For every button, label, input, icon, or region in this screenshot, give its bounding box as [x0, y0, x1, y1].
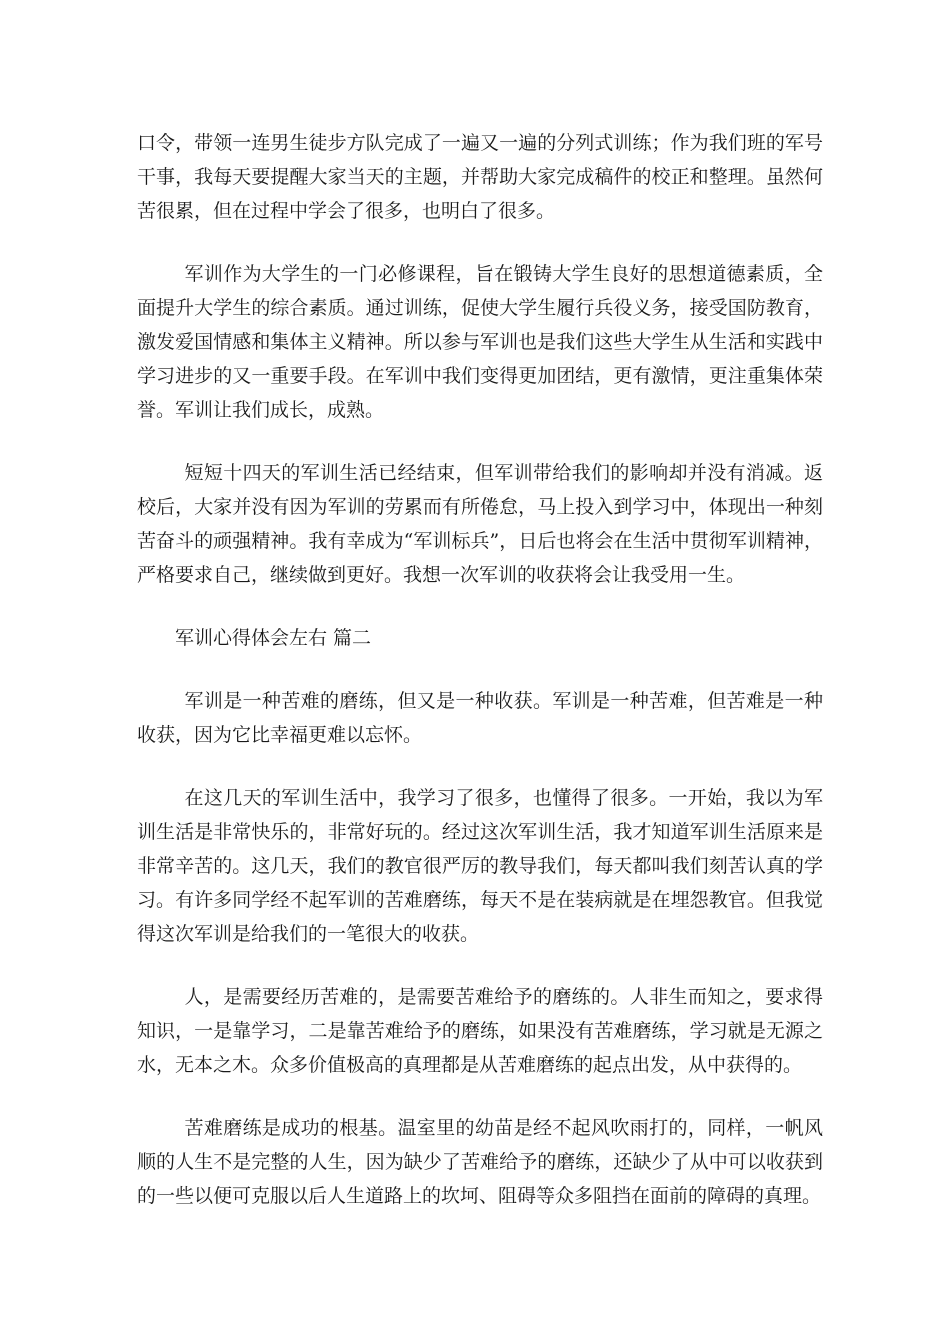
- section-heading: 军训心得体会左右 篇二: [175, 627, 372, 649]
- paragraph-7: 苦难磨练是成功的根基。温室里的幼苗是经不起风吹雨打的，同样，一帆风顺的人生不是完整的人生，因为缺少了苦难给予的磨练，还缺少了从中可以收获到的一些以便可克服以后人生道路上的坎坷、阻碍等众多阻挡在面前的障碍的真理。: [137, 1117, 823, 1207]
- document-body: [137, 126, 823, 1242]
- paragraph-2: 军训作为大学生的一门必修课程，旨在锻铸大学生良好的思想道德素质，全面提升大学生的综合素质。通过训练，促使大学生履行兵役义务，接受国防教育，激发爱国情感和集体主义精神。所以参与军训也是我们这些大学生从生活和实践中学习进步的又一重要手段。在军训中我们变得更加团结，更有激情，更注重集体荣誉。军训让我们成长，成熟。: [137, 263, 823, 421]
- paragraph-6: 人，是需要经历苦难的，是需要苦难给予的磨练的。人非生而知之，要求得知识，一是靠学习，二是靠苦难给予的磨练，如果没有苦难磨练，学习就是无源之水，无本之木。众多价值极高的真理都是从苦难磨练的起点出发，从中获得的。: [137, 986, 823, 1076]
- paragraph-3: 短短十四天的军训生活已经结束，但军训带给我们的影响却并没有消减。返校后，大家并没有因为军训的劳累而有所倦怠，马上投入到学习中，体现出一种刻苦奋斗的顽强精神。我有幸成为“军训标兵”，日后也将会在生活中贯彻军训精神，严格要求自己，继续做到更好。我想一次军训的收获将会让我受用一生。: [137, 462, 823, 586]
- paragraph-4: 军训是一种苦难的磨练，但又是一种收获。军训是一种苦难，但苦难是一种收获，因为它比幸福更难以忘怀。: [137, 690, 823, 746]
- paragraph-1: 口令，带领一连男生徒步方队完成了一遍又一遍的分列式训练；作为我们班的军号干事，我每天要提醒大家当天的主题，并帮助大家完成稿件的校正和整理。虽然何苦很累，但在过程中学会了很多，也明白了很多。: [137, 132, 823, 222]
- paragraph-5: 在这几天的军训生活中，我学习了很多，也懂得了很多。一开始，我以为军训生活是非常快乐的，非常好玩的。经过这次军训生活，我才知道军训生活原来是非常辛苦的。这几天，我们的教官很严厉的教导我们，每天都叫我们刻苦认真的学习。有许多同学经不起军训的苦难磨练，每天不是在装病就是在埋怨教官。但我觉得这次军训是给我们的一笔很大的收获。: [137, 787, 823, 945]
